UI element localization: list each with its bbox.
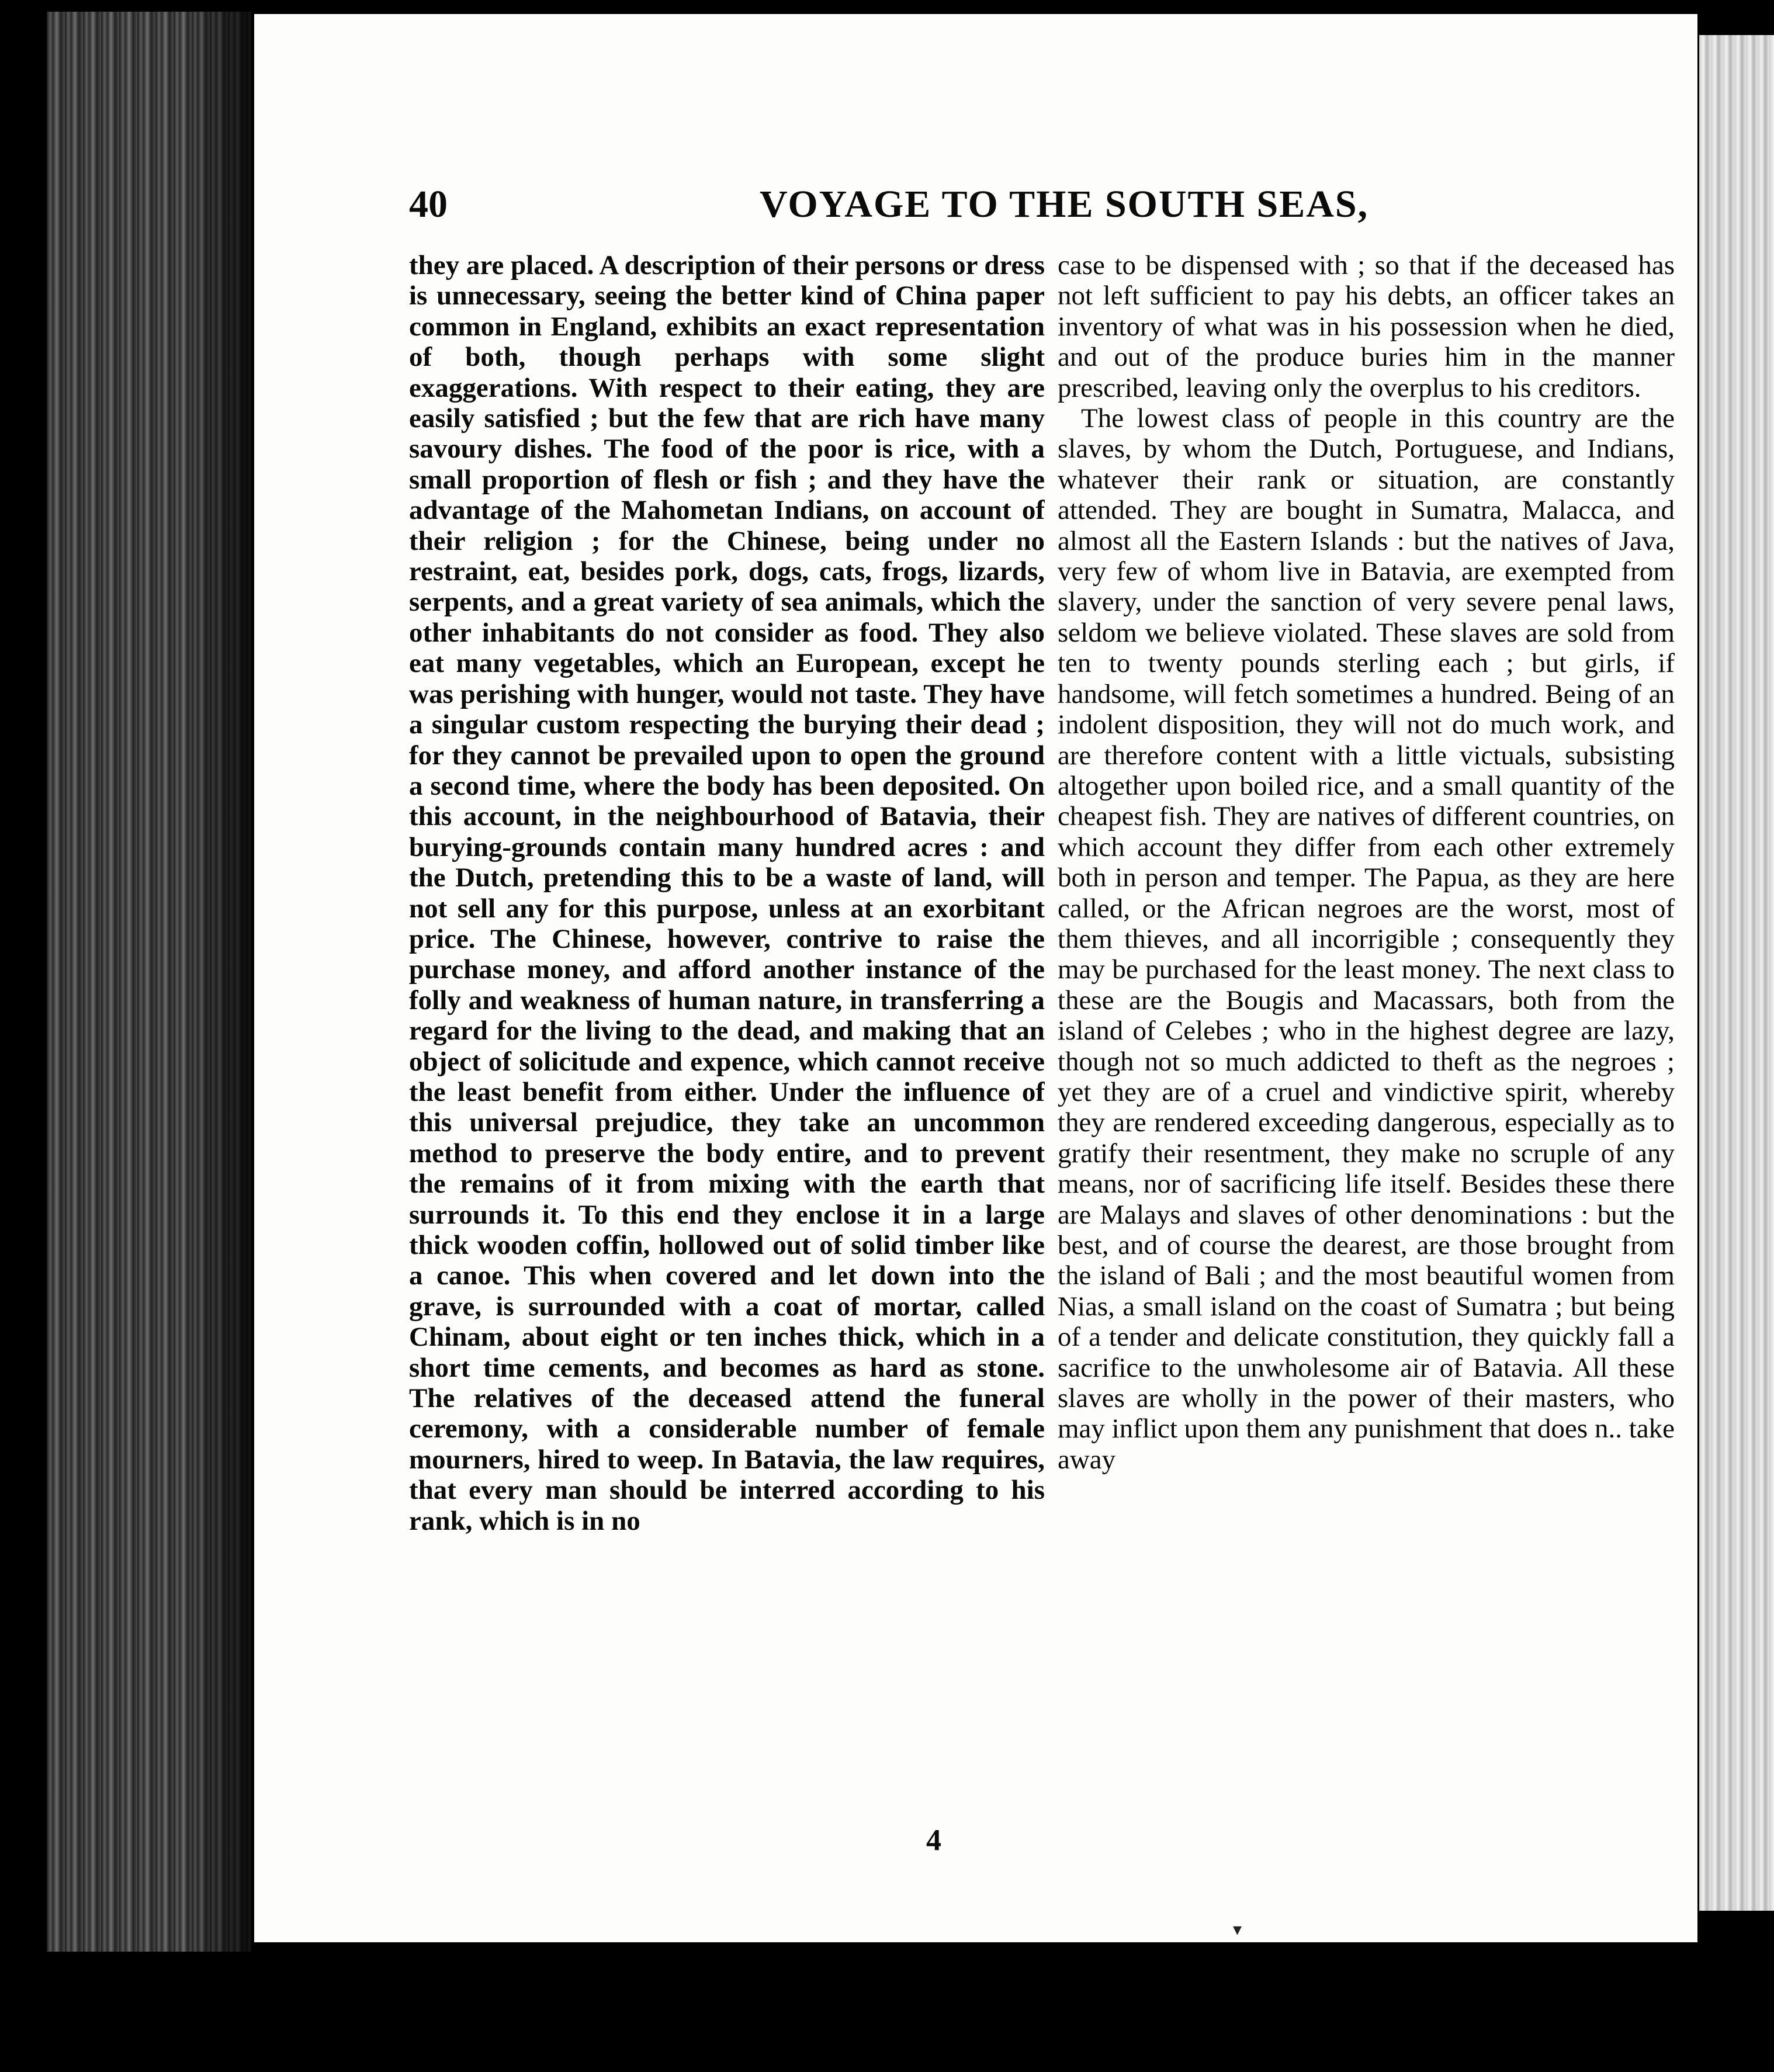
paragraph: they are placed. A description of their persons or dress is unnecessary, seeing the better kind of China paper common in England, exhibits an exact representation of both, though perhaps with some slight exaggerations. With respect to their eating, they are easily satisfied ; but the few that are rich have many savoury dishes. The food of the poor is rice, with a small proportion of flesh or fish ; and they have the advantage of the Mahometan Indians, on account of their religion ; for the Chinese, being under no restraint, eat, besides pork, dogs, cats, frogs, lizards, serpents, and a great variety of sea animals, which the other inhabitants do not consider as food. They also eat many vegetables, which an European, except he was perishing with hunger, would not taste. They have a singular custom respecting the burying their dead ; for they cannot be prevailed upon to open the ground a second time, where the body has been deposited. On this account, in the neighbourhood of Batavia, their burying-grounds contain many hundred acres : and the Dutch, pretending this to be a waste of land, will not sell any for this purpose, unless at an exorbitant price. The Chinese, however, contrive to raise the purchase money, and afford another instance of the folly and weakness of human nature, in transferring a regard for the living to the dead, and making that an object of solicitude and expence, which cannot receive the least benefit from either. Under the influence of this universal prejudice, they take an uncommon method to preserve the body entire, and to prevent the remains of it from mixing with the earth that surrounds it. To this end they enclose it in a large thick wooden coffin, hollowed out of solid timber like a canoe. This when covered and let down into the grave, is surrounded with a coat of mortar, called Chinam, about eight or ten inches thick, which in a short time cements, and becomes as hard as stone. The relatives of the deceased attend the funeral ceremony, with a considerable number of female mourners, hired to weep. In Batavia, the law requires, that every man should be interred according to his rank, which is in no (409, 250, 1045, 1536)
paragraph: The lowest class of people in this country are the slaves, by whom the Dutch, Portuguese, and Indians, whatever their rank or situation, are constantly attended. They are bought in Sumatra, Malacca, and almost all the Eastern Islands : but the natives of Java, very few of whom live in Batavia, are exempted from slavery, under the sanction of very severe penal laws, seldom we believe violated. These slaves are sold from ten to twenty pounds sterling each ; but girls, if handsome, will fetch sometimes a hundred. Being of an indolent disposition, they will not do much work, and are therefore content with a little victuals, subsisting altogether upon boiled rice, and a small quantity of the cheapest fish. They are natives of different countries, on which account they differ from each other extremely both in person and temper. The Papua, as they are here called, or the African negroes are the worst, most of them thieves, and all incorrigible ; consequently they may be purchased for the least money. The next class to these are the Bougis and Macassars, both from the island of Celebes ; who in the highest degree are lazy, though not so much addicted to theft as the negroes ; yet they are of a cruel and vindictive spirit, whereby they are rendered exceeding dangerous, especially as to gratify their resentment, they make no scruple of any means, nor of sacrificing life itself. Besides these there are Malays and slaves of other denominations : but the best, and of course the dearest, are those brought from the island of Bali ; and the most beautiful women from Nias, a small island on the coast of Sumatra ; but being of a tender and delicate constitution, they quickly fall a sacrifice to the unwholesome air of Batavia. All these slaves are wholly in the power of their masters, who may inflict upon them any punishment that does n.. take away (1058, 403, 1675, 1475)
left-text-column (409, 250, 1045, 1816)
signature-mark: 4 (926, 1824, 941, 1857)
bottom-mark: ▾ (1233, 1920, 1242, 1939)
next-page-edge (1699, 35, 1774, 1911)
running-title: VOYAGE TO THE SOUTH SEAS, (760, 183, 1369, 226)
page-header (409, 182, 1636, 235)
right-text-column (1058, 250, 1675, 1816)
gutter-shadow (193, 12, 251, 1952)
page-number: 40 (409, 183, 448, 226)
paragraph: case to be dispensed with ; so that if the deceased has not left sufficient to pay his debts, an officer takes an inventory of what was in his possession when he died, and out of the produce buries him in the manner prescribed, leaving only the overplus to his creditors. (1058, 250, 1675, 403)
